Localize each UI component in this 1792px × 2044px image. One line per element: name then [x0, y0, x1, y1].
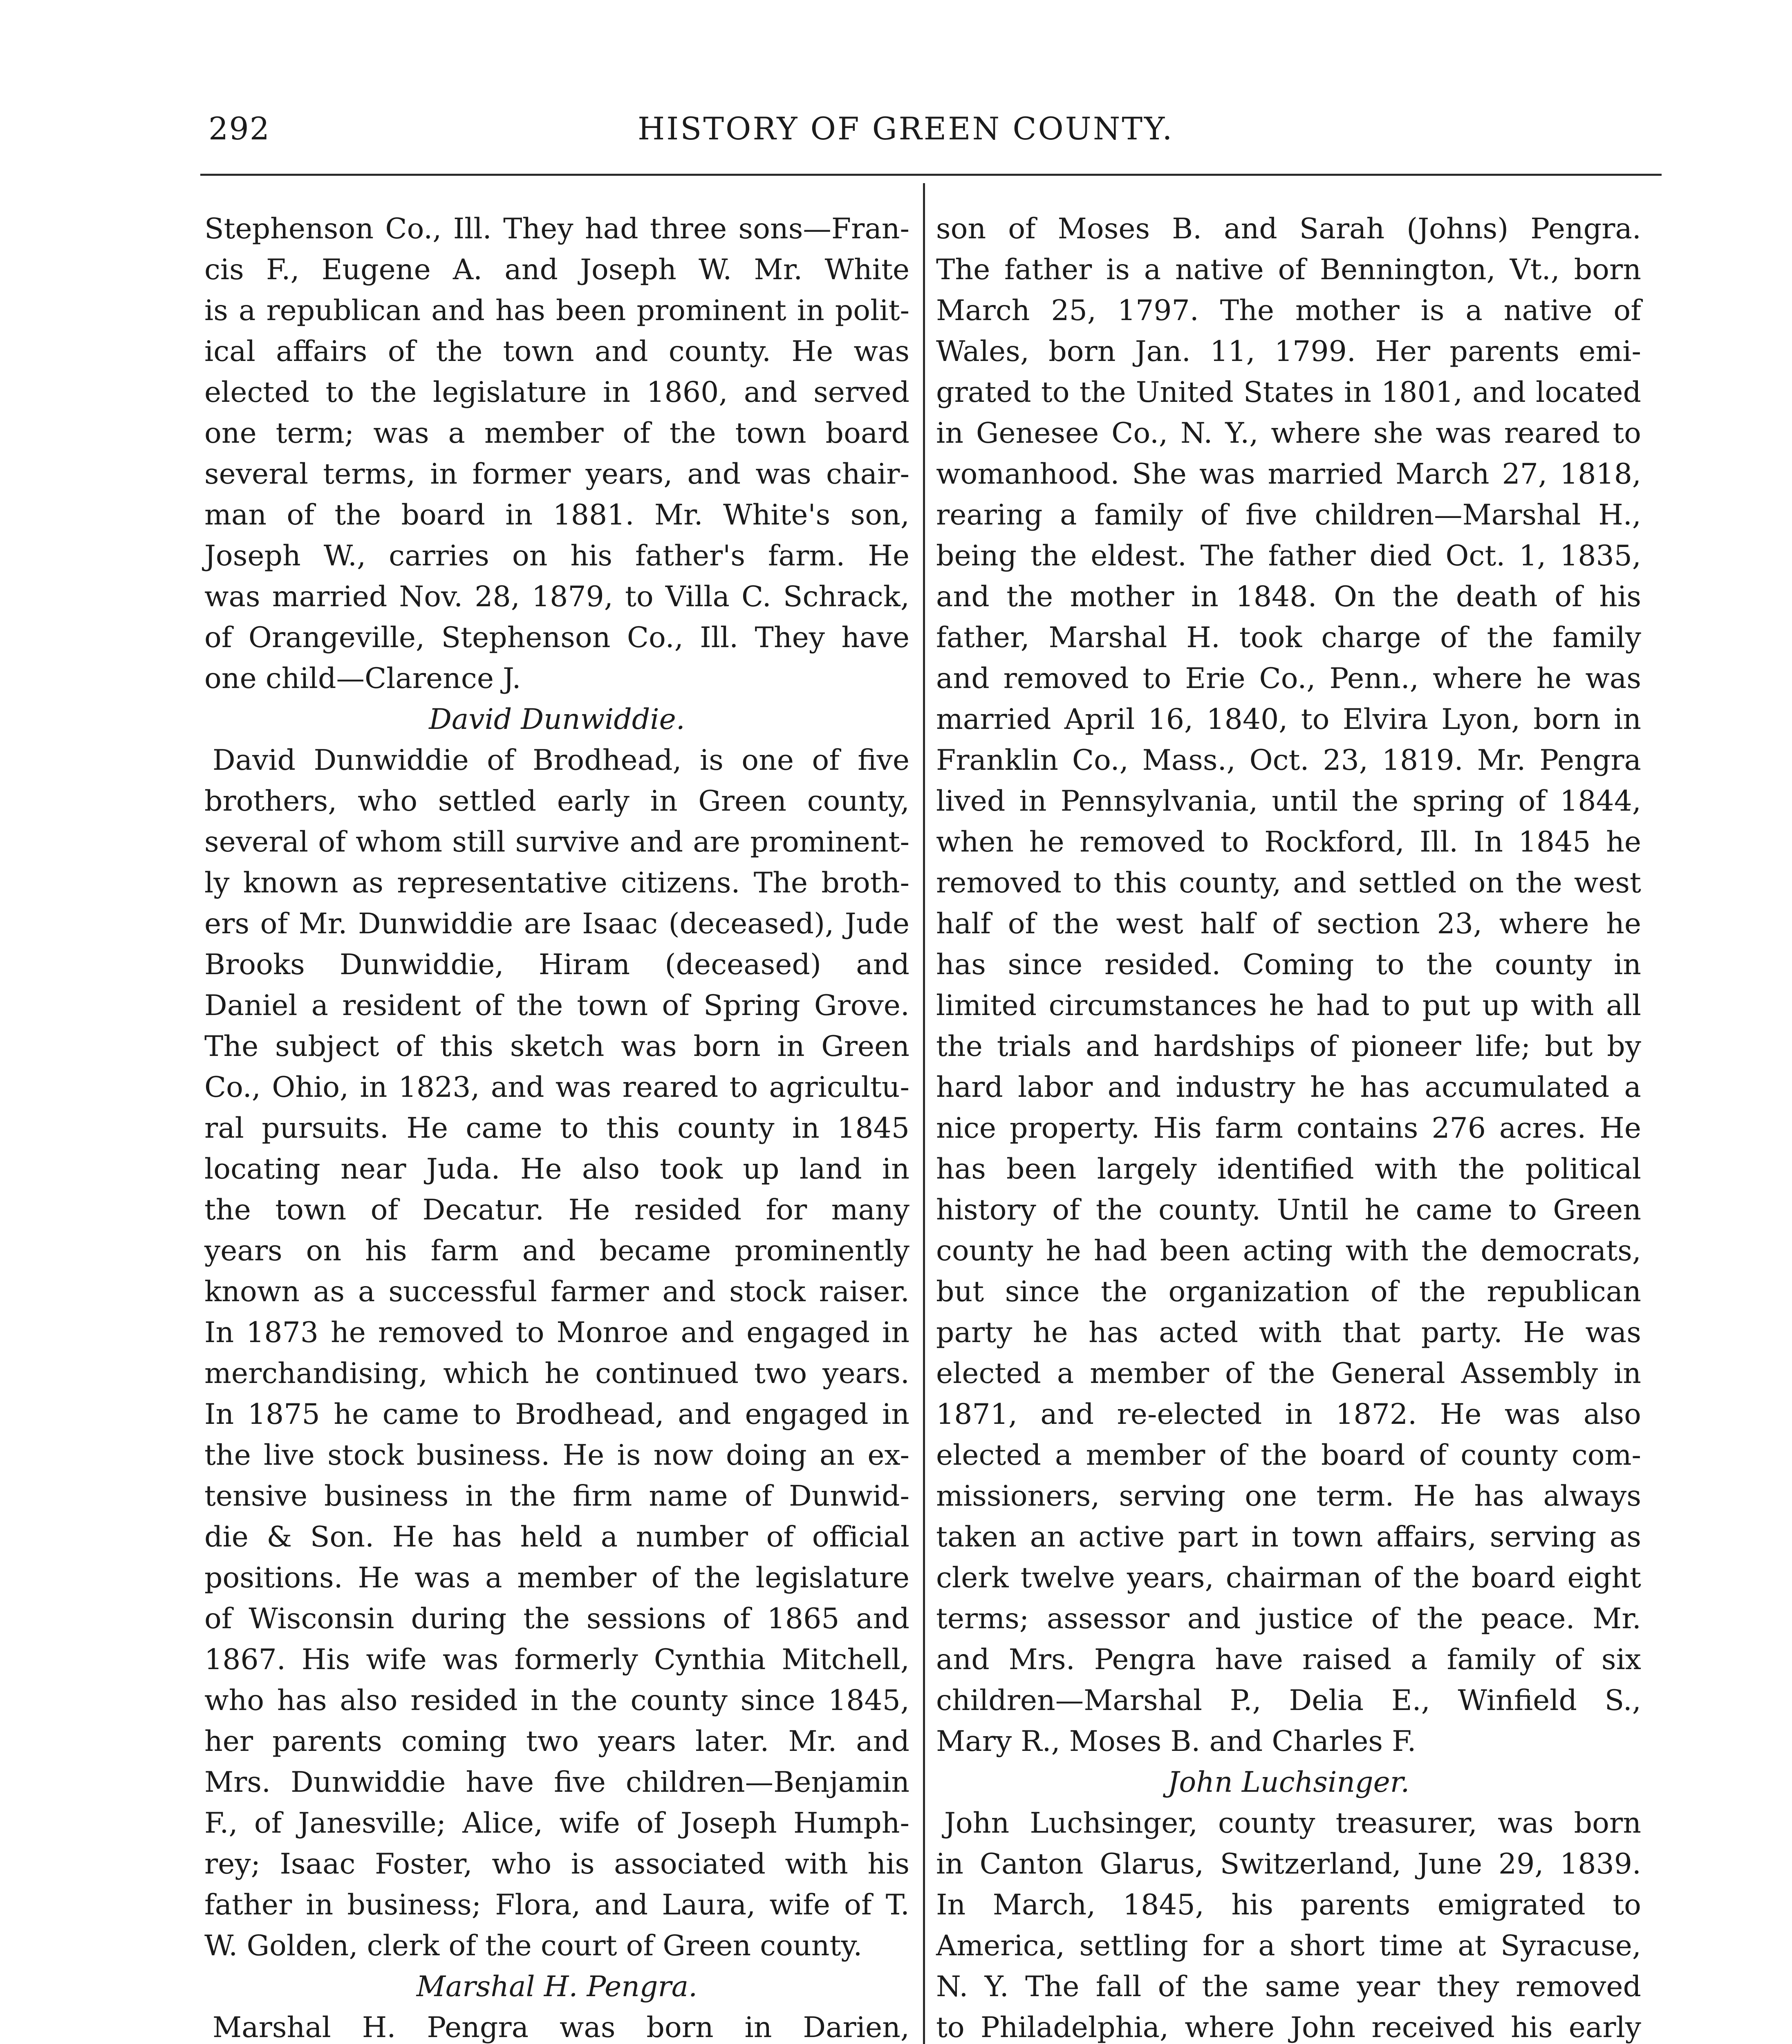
- text-line: known as a successful farmer and stock raiser.: [204, 1275, 909, 1308]
- text-line: elected a member of the General Assembly in: [936, 1357, 1641, 1390]
- text-line: ly known as representative citizens. The broth-: [204, 866, 909, 899]
- text-line: Daniel a resident of the town of Spring Grove.: [204, 989, 909, 1022]
- text-line: nice property. His farm contains 276 acres. He: [936, 1112, 1641, 1145]
- text-line: to Philadelphia, where John received his early: [936, 2011, 1641, 2044]
- text-line: Mary R., Moses B. and Charles F.: [936, 1725, 1416, 1758]
- text-line: several terms, in former years, and was chair-: [204, 457, 909, 491]
- text-line: The subject of this sketch was born in Green: [204, 1030, 909, 1063]
- text-line: rearing a family of five children—Marshal H.,: [936, 498, 1641, 531]
- text-line: is a republican and has been prominent in polit-: [204, 294, 909, 327]
- text-line: N. Y. The fall of the same year they removed: [936, 1970, 1641, 2003]
- text-line: Brooks Dunwiddie, Hiram (deceased) and: [204, 948, 909, 981]
- text-line: 1867. His wife was formerly Cynthia Mitchell,: [204, 1643, 909, 1676]
- text-line: her parents coming two years later. Mr. and: [204, 1725, 909, 1758]
- text-line: limited circumstances he had to put up with all: [936, 989, 1641, 1022]
- text-line: the live stock business. He is now doing an ex-: [204, 1439, 909, 1472]
- right-column: [936, 208, 1641, 2044]
- text-line: The father is a native of Bennington, Vt., born: [936, 253, 1641, 286]
- text-line: W. Golden, clerk of the court of Green county.: [204, 1929, 862, 1962]
- text-line: son of Moses B. and Sarah (Johns) Pengra.: [936, 212, 1641, 245]
- text-line: the trials and hardships of pioneer life; but by: [936, 1030, 1641, 1063]
- text-line: and the mother in 1848. On the death of his: [936, 580, 1641, 613]
- text-line: die & Son. He has held a number of official: [204, 1520, 909, 1553]
- text-line: was married Nov. 28, 1879, to Villa C. Schrack,: [204, 580, 909, 613]
- text-line: America, settling for a short time at Syracuse,: [936, 1929, 1641, 1962]
- text-line: party he has acted with that party. He was: [936, 1316, 1641, 1349]
- text-line: brothers, who settled early in Green county,: [204, 784, 909, 818]
- text-line: cis F., Eugene A. and Joseph W. Mr. White: [204, 253, 909, 286]
- text-line: In 1875 he came to Brodhead, and engaged in: [204, 1398, 909, 1431]
- text-line: and Mrs. Pengra have raised a family of six: [936, 1643, 1641, 1676]
- text-line: one child—Clarence J.: [204, 662, 521, 695]
- text-line: lived in Pennsylvania, until the spring of 1844,: [936, 784, 1641, 818]
- text-line: of Wisconsin during the sessions of 1865 and: [204, 1602, 909, 1635]
- text-line: being the eldest. The father died Oct. 1, 1835,: [936, 539, 1641, 572]
- text-line: the town of Decatur. He resided for many: [204, 1193, 909, 1226]
- column-divider: [923, 183, 925, 2044]
- text-line: Franklin Co., Mass., Oct. 23, 1819. Mr. Pengra: [936, 744, 1641, 777]
- section-heading: David Dunwiddie.: [429, 703, 685, 736]
- text-line: merchandising, which he continued two years.: [204, 1357, 909, 1390]
- text-line: man of the board in 1881. Mr. White's son,: [204, 498, 909, 531]
- text-line: history of the county. Until he came to Green: [936, 1193, 1641, 1226]
- text-line: Co., Ohio, in 1823, and was reared to agricultu-: [204, 1071, 909, 1104]
- text-line: terms; assessor and justice of the peace. Mr.: [936, 1602, 1641, 1635]
- text-line: Mrs. Dunwiddie have five children—Benjamin: [204, 1766, 909, 1799]
- text-line: years on his farm and became prominently: [204, 1234, 909, 1267]
- text-line: 1871, and re-elected in 1872. He was also: [936, 1398, 1641, 1431]
- text-line: has been largely identified with the political: [936, 1152, 1641, 1186]
- text-line: county he had been acting with the democrats,: [936, 1234, 1641, 1267]
- text-line: rey; Isaac Foster, who is associated with his: [204, 1847, 909, 1880]
- section-heading: John Luchsinger.: [1167, 1766, 1410, 1799]
- text-line: clerk twelve years, chairman of the board eight: [936, 1561, 1641, 1594]
- text-line: of Orangeville, Stephenson Co., Ill. They have: [204, 621, 909, 654]
- text-line: In 1873 he removed to Monroe and engaged in: [204, 1316, 909, 1349]
- text-line: one term; was a member of the town board: [204, 417, 909, 450]
- text-line: Wales, born Jan. 11, 1799. Her parents emi-: [936, 335, 1641, 368]
- text-line: Marshal H. Pengra was born in Darien,: [213, 2011, 909, 2044]
- text-line: ers of Mr. Dunwiddie are Isaac (deceased), Jude: [204, 907, 909, 940]
- text-line: removed to this county, and settled on the west: [936, 866, 1641, 899]
- text-line: John Luchsinger, county treasurer, was born: [944, 1806, 1641, 1840]
- text-line: positions. He was a member of the legislature: [204, 1561, 909, 1594]
- text-line: tensive business in the firm name of Dunwid-: [204, 1479, 909, 1513]
- text-line: March 25, 1797. The mother is a native of: [936, 294, 1641, 327]
- text-line: and removed to Erie Co., Penn., where he was: [936, 662, 1641, 695]
- text-line: has since resided. Coming to the county in: [936, 948, 1641, 981]
- text-line: In March, 1845, his parents emigrated to: [936, 1888, 1641, 1921]
- text-line: F., of Janesville; Alice, wife of Joseph Humph-: [204, 1806, 909, 1840]
- text-line: missioners, serving one term. He has always: [936, 1479, 1641, 1513]
- text-line: half of the west half of section 23, where he: [936, 907, 1641, 940]
- text-line: children—Marshal P., Delia E., Winfield S.,: [936, 1684, 1641, 1717]
- text-line: elected a member of the board of county com-: [936, 1439, 1641, 1472]
- text-line: ical affairs of the town and county. He was: [204, 335, 909, 368]
- text-line: taken an active part in town affairs, serving as: [936, 1520, 1641, 1553]
- section-heading: Marshal H. Pengra.: [416, 1970, 698, 2003]
- text-line: locating near Juda. He also took up land in: [204, 1152, 909, 1186]
- text-line: in Canton Glarus, Switzerland, June 29, 1839.: [936, 1847, 1641, 1880]
- text-line: hard labor and industry he has accumulated a: [936, 1071, 1641, 1104]
- text-line: when he removed to Rockford, Ill. In 1845 he: [936, 825, 1641, 858]
- text-line: married April 16, 1840, to Elvira Lyon, born in: [936, 703, 1641, 736]
- text-line: who has also resided in the county since 1845,: [204, 1684, 909, 1717]
- text-line: grated to the United States in 1801, and located: [936, 376, 1641, 409]
- text-line: ral pursuits. He came to this county in 1845: [204, 1112, 909, 1145]
- text-line: but since the organization of the republican: [936, 1275, 1641, 1308]
- text-line: several of whom still survive and are prominent-: [204, 825, 909, 858]
- text-line: elected to the legislature in 1860, and served: [204, 376, 909, 409]
- text-line: father, Marshal H. took charge of the family: [936, 621, 1641, 654]
- page-number: 292: [208, 110, 271, 147]
- text-line: father in business; Flora, and Laura, wife of T.: [204, 1888, 909, 1921]
- text-line: womanhood. She was married March 27, 1818,: [936, 457, 1641, 491]
- running-title: HISTORY OF GREEN COUNTY.: [638, 110, 1174, 147]
- text-line: Stephenson Co., Ill. They had three sons—Fran-: [204, 212, 909, 245]
- text-line: Joseph W., carries on his father's farm. He: [204, 539, 909, 572]
- left-column: [204, 208, 909, 2044]
- text-line: David Dunwiddie of Brodhead, is one of five: [213, 744, 909, 777]
- text-line: in Genesee Co., N. Y., where she was reared to: [936, 417, 1641, 450]
- header-rule: [200, 174, 1662, 176]
